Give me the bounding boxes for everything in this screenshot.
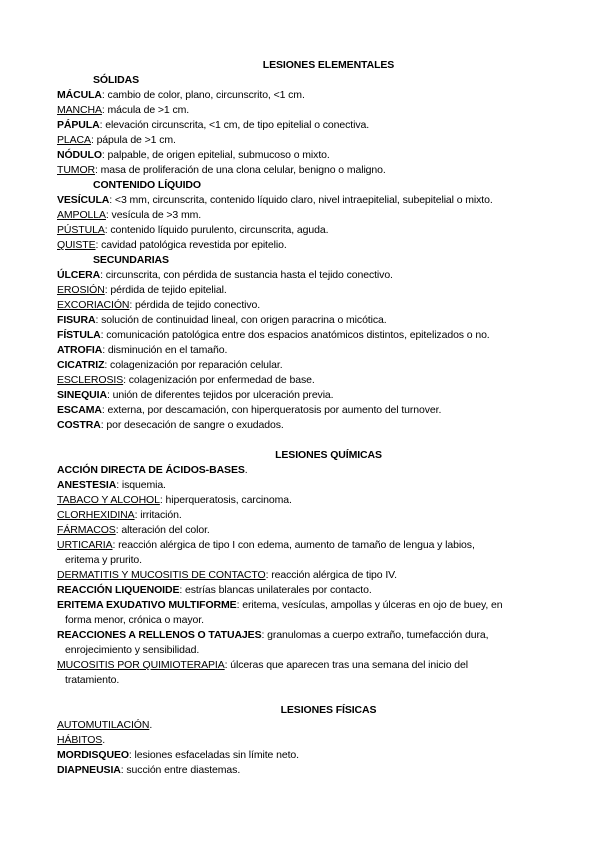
entry-definition: : vesícula de >3 mm. <box>105 209 202 221</box>
entry-definition: : isquemia. <box>116 479 166 491</box>
entry-row <box>57 268 580 283</box>
entry-row <box>57 658 580 673</box>
entry-row <box>57 313 580 328</box>
entry-term: NÓDULO <box>57 149 102 161</box>
entry-row <box>57 388 580 403</box>
entry-definition: : contenido líquido purulento, circunscrita, aguda. <box>104 224 329 236</box>
entry-row <box>57 538 580 553</box>
entry-definition: : pérdida de tejido epitelial. <box>104 284 227 296</box>
entry-row <box>57 403 580 418</box>
section-gap <box>57 433 580 448</box>
entry-term: FÍSTULA <box>57 329 101 341</box>
entry-definition: . <box>149 719 153 731</box>
entry-row <box>57 628 580 643</box>
entry-term: QUISTE <box>57 239 96 251</box>
entry-row <box>57 493 580 508</box>
entry-term: PLACA <box>57 134 91 146</box>
entry-term: DIAPNEUSIA <box>57 764 121 776</box>
entry-definition: : mácula de >1 cm. <box>101 104 190 116</box>
entry-term: URTICARIA <box>57 539 113 551</box>
entry-row <box>57 238 580 253</box>
entry-row <box>57 193 580 208</box>
entry-term: EROSIÓN <box>57 284 105 296</box>
entry-definition: : por desecación de sangre o exudados. <box>100 419 284 431</box>
entry-definition: : alteración del color. <box>115 524 210 536</box>
entry-row <box>57 763 580 778</box>
entry-row <box>57 343 580 358</box>
entry-term: ACCIÓN DIRECTA DE ÁCIDOS-BASES <box>57 464 245 476</box>
entry-row <box>57 163 580 178</box>
entry-continuation: eritema y prurito. <box>65 554 142 566</box>
entry-definition: : comunicación patológica entre dos espacios anatómicos distintos, epitelizados o no. <box>100 329 490 341</box>
entry-definition: : elevación circunscrita, <1 cm, de tipo epitelial o conectiva. <box>99 119 370 131</box>
entry-definition: . <box>102 734 106 746</box>
entry-row <box>57 508 580 523</box>
entry-definition: : reacción alérgica de tipo IV. <box>265 569 397 581</box>
entry-term: ÚLCERA <box>57 269 101 281</box>
entry-row <box>57 208 580 223</box>
entry-definition: : lesiones esfaceladas sin límite neto. <box>128 749 299 761</box>
entry-row <box>57 148 580 163</box>
entry-definition: : palpable, de origen epitelial, submucoso o mixto. <box>101 149 330 161</box>
entry-continuation: enrojecimiento y sensibilidad. <box>65 644 200 656</box>
entry-term: EXCORIACIÓN <box>57 299 130 311</box>
entry-row <box>57 748 580 763</box>
subsection-title: SÓLIDAS <box>93 74 139 86</box>
entry-row <box>57 733 580 748</box>
section-gap <box>57 688 580 703</box>
section-title: LESIONES FÍSICAS <box>280 704 377 716</box>
entry-definition: : colagenización por enfermedad de base. <box>123 374 315 386</box>
entry-term: MÁCULA <box>57 89 102 101</box>
entry-term: ANESTESIA <box>57 479 117 491</box>
entry-term: PÁPULA <box>57 119 100 131</box>
entry-term: REACCIONES A RELLENOS O TATUAJES <box>57 629 262 641</box>
entry-definition: : eritema, vesículas, ampollas y úlceras en ojo de buey, en <box>236 599 503 611</box>
entry-term: TABACO Y ALCOHOL <box>57 494 160 506</box>
entry-definition: : disminución en el tamaño. <box>102 344 228 356</box>
subsection-title: SECUNDARIAS <box>93 254 169 266</box>
entry-definition: : circunscrita, con pérdida de sustancia hasta el tejido conectivo. <box>100 269 393 281</box>
entry-row <box>57 718 580 733</box>
entry-row <box>57 523 580 538</box>
entry-row <box>57 358 580 373</box>
entry-term: ATROFIA <box>57 344 103 356</box>
entry-term: REACCIÓN LIQUENOIDE <box>57 584 180 596</box>
entry-term: ESCLEROSIS <box>57 374 124 386</box>
entry-row <box>57 328 580 343</box>
section-title: LESIONES QUÍMICAS <box>275 449 382 461</box>
entry-term: COSTRA <box>57 419 101 431</box>
entry-definition: : hiperqueratosis, carcinoma. <box>159 494 292 506</box>
entry-row <box>57 373 580 388</box>
entry-row <box>57 478 580 493</box>
entry-definition: : colagenización por reparación celular. <box>104 359 283 371</box>
entry-term: FÁRMACOS <box>57 524 116 536</box>
entry-term: FISURA <box>57 314 96 326</box>
entry-definition: : cavidad patológica revestida por epitelio. <box>95 239 287 251</box>
entry-row <box>57 298 580 313</box>
entry-row <box>57 583 580 598</box>
entry-row <box>57 103 580 118</box>
entry-definition: : unión de diferentes tejidos por ulceración previa. <box>106 389 334 401</box>
entry-row <box>57 283 580 298</box>
entry-row <box>57 463 580 478</box>
entry-term: MUCOSITIS POR QUIMIOTERAPIA <box>57 659 225 671</box>
entry-row <box>57 418 580 433</box>
entry-definition: : úlceras que aparecen tras una semana del inicio del <box>224 659 469 671</box>
entry-row <box>57 223 580 238</box>
entry-term: VESÍCULA <box>57 194 110 206</box>
entry-continuation: tratamiento. <box>65 674 120 686</box>
entry-term: HÁBITOS <box>57 734 103 746</box>
entry-term: TUMOR <box>57 164 95 176</box>
entry-term: AMPOLLA <box>57 209 106 221</box>
entry-definition: : <3 mm, circunscrita, contenido líquido claro, nivel intraepitelial, subepitelial o mixto. <box>109 194 493 206</box>
entry-row <box>57 598 580 613</box>
entry-definition: : granulomas a cuerpo extraño, tumefacción dura, <box>261 629 489 641</box>
entry-row <box>57 88 580 103</box>
entry-definition: : reacción alérgica de tipo I con edema, aumento de tamaño de lengua y labios, <box>112 539 475 551</box>
entry-definition: : solución de continuidad lineal, con origen paracrina o micótica. <box>95 314 387 326</box>
entry-term: DERMATITIS Y MUCOSITIS DE CONTACTO <box>57 569 266 581</box>
entry-definition: : externa, por descamación, con hiperqueratosis por aumento del turnover. <box>101 404 442 416</box>
entry-row <box>57 133 580 148</box>
entry-term: MANCHA <box>57 104 102 116</box>
entry-continuation: forma menor, crónica o mayor. <box>65 614 204 626</box>
entry-definition: : pápula de >1 cm. <box>90 134 176 146</box>
entry-term: ESCAMA <box>57 404 102 416</box>
entry-term: SINEQUIA <box>57 389 107 401</box>
entry-term: AUTOMUTILACIÓN <box>57 719 150 731</box>
entry-definition: . <box>244 464 248 476</box>
entry-term: MORDISQUEO <box>57 749 129 761</box>
entry-term: CLORHEXIDINA <box>57 509 135 521</box>
entry-definition: : cambio de color, plano, circunscrito, <1 cm. <box>101 89 305 101</box>
entry-term: ERITEMA EXUDATIVO MULTIFORME <box>57 599 237 611</box>
entry-definition: : succión entre diastemas. <box>120 764 241 776</box>
entry-definition: : masa de proliferación de una clona celular, benigno o maligno. <box>95 164 386 176</box>
subsection-title: CONTENIDO LÍQUIDO <box>93 179 201 191</box>
entry-definition: : estrías blancas unilaterales por contacto. <box>179 584 372 596</box>
entry-definition: : pérdida de tejido conectivo. <box>129 299 261 311</box>
entry-row <box>57 118 580 133</box>
entry-term: CICATRIZ <box>57 359 105 371</box>
entry-term: PÚSTULA <box>57 224 105 236</box>
entry-definition: : irritación. <box>134 509 182 521</box>
entry-row <box>57 568 580 583</box>
section-title: LESIONES ELEMENTALES <box>262 59 395 71</box>
